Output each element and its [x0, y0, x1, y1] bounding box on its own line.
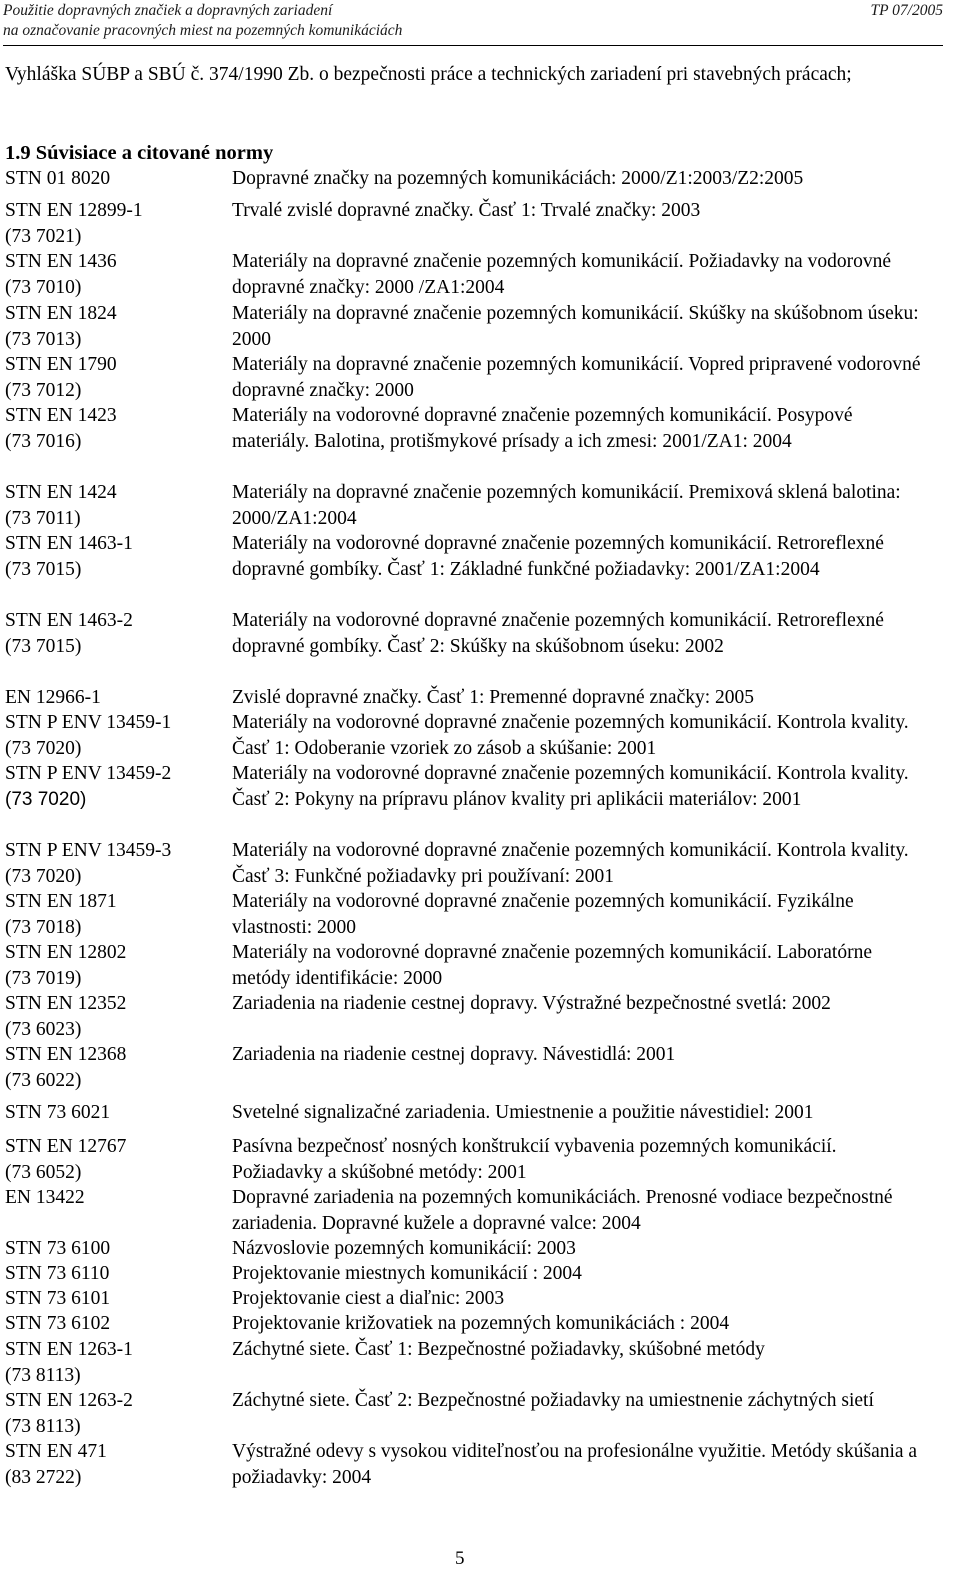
standard-description: Pasívna bezpečnosť nosných konštrukcií vybavenia pozemných komunikácií. Požiadavky a skúšobné metódy: 2001 — [232, 1136, 837, 1183]
standard-description: Materiály na dopravné značenie pozemných komunikácií. Premixová sklená balotina: 2000/ZA1:2004 — [232, 482, 901, 529]
standard-code: STN EN 12767 (73 6052) — [5, 1136, 127, 1183]
standard-description: Svetelné signalizačné zariadenia. Umiestnenie a použitie návestidiel: 2001 — [232, 1102, 814, 1123]
standard-description: Materiály na vodorovné dopravné značenie pozemných komunikácií. Fyzikálne vlastnosti: 2000 — [232, 891, 854, 938]
standard-description: Projektovanie ciest a diaľnic: 2003 — [232, 1288, 505, 1309]
standard-description: Materiály na dopravné značenie pozemných komunikácií. Skúšky na skúšobnom úseku: 2000 — [232, 303, 919, 350]
header-document-code: TP 07/2005 — [870, 2, 943, 19]
standard-description: Materiály na dopravné značenie pozemných komunikácií. Požiadavky na vodorovné dopravné značky: 2000 /ZA1:2004 — [232, 251, 891, 298]
standard-code: STN EN 1423 (73 7016) — [5, 405, 117, 452]
standard-description: Zvislé dopravné značky. Časť 1: Premenné dopravné značky: 2005 — [232, 687, 755, 708]
standard-description: Záchytné siete. Časť 2: Bezpečnostné požiadavky na umiestnenie záchytných sietí — [232, 1390, 874, 1411]
standard-description: Materiály na dopravné značenie pozemných komunikácií. Vopred pripravené vodorovné dopravné značky: 2000 — [232, 354, 921, 401]
standard-code: STN P ENV 13459-1 (73 7020) — [5, 712, 172, 759]
standard-code: STN EN 1790 (73 7012) — [5, 354, 117, 401]
page-number: 5 — [455, 1548, 465, 1569]
standard-description: Dopravné značky na pozemných komunikáciách: 2000/Z1:2003/Z2:2005 — [232, 168, 804, 189]
standard-description: Materiály na vodorovné dopravné značenie pozemných komunikácií. Kontrola kvality. Časť 1: Odoberanie vzoriek zo zásob a skúšanie: 2001 — [232, 712, 909, 759]
intro-paragraph: Vyhláška SÚBP a SBÚ č. 374/1990 Zb. o bezpečnosti práce a technických zariadení pri stavebných prácach; — [5, 64, 852, 85]
standard-code: STN EN 1436 (73 7010) — [5, 251, 117, 298]
standard-code: STN 73 6021 — [5, 1102, 111, 1123]
standard-code: STN EN 1263-1 (73 8113) — [5, 1339, 133, 1386]
standard-description: Materiály na vodorovné dopravné značenie pozemných komunikácií. Retroreflexné dopravné gombíky. Časť 1: Základné funkčné požiadavky: 2001/ZA1:2004 — [232, 533, 884, 580]
standard-code: STN EN 12368 (73 6022) — [5, 1044, 127, 1091]
standard-code: EN 12966-1 — [5, 687, 101, 708]
standard-description: Materiály na vodorovné dopravné značenie pozemných komunikácií. Posypové materiály. Balotina, protišmykové prísady a ich zmesi: 2001/ZA1: 2004 — [232, 405, 853, 452]
standard-description: Názvoslovie pozemných komunikácií: 2003 — [232, 1238, 576, 1259]
standard-code: STN EN 1871 (73 7018) — [5, 891, 117, 938]
standard-code: STN P ENV 13459-2 (73 7020) — [5, 763, 172, 810]
standard-description: Zariadenia na riadenie cestnej dopravy. Návestidlá: 2001 — [232, 1044, 676, 1065]
standard-description: Zariadenia na riadenie cestnej dopravy. Výstražné bezpečnostné svetlá: 2002 — [232, 993, 831, 1014]
standard-description: Záchytné siete. Časť 1: Bezpečnostné požiadavky, skúšobné metódy — [232, 1339, 765, 1360]
standard-code: STN 73 6100 — [5, 1238, 111, 1259]
standard-description: Projektovanie miestnych komunikácií : 2004 — [232, 1263, 582, 1284]
header-title-line2: na označovanie pracovných miest na pozemných komunikáciách — [3, 22, 403, 39]
standard-code: STN P ENV 13459-3 (73 7020) — [5, 840, 172, 887]
standard-description: Materiály na vodorovné dopravné značenie pozemných komunikácií. Kontrola kvality. Časť 3: Funkčné požiadavky pri používaní: 2001 — [232, 840, 909, 887]
standard-description: Materiály na vodorovné dopravné značenie pozemných komunikácií. Retroreflexné dopravné gombíky. Časť 2: Skúšky na skúšobnom úseku: 2002 — [232, 610, 884, 657]
standard-code: STN EN 12802 (73 7019) — [5, 942, 127, 989]
header-divider — [3, 45, 943, 46]
standard-code: EN 13422 — [5, 1187, 85, 1208]
standard-description: Výstražné odevy s vysokou viditeľnosťou na profesionálne využitie. Metódy skúšania a požiadavky: 2004 — [232, 1441, 918, 1488]
standard-code: STN EN 1424 (73 7011) — [5, 482, 117, 529]
header-title-line1: Použitie dopravných značiek a dopravných zariadení — [3, 2, 333, 19]
standard-description: Materiály na vodorovné dopravné značenie pozemných komunikácií. Laboratórne metódy identifikácie: 2000 — [232, 942, 872, 989]
standard-code: STN EN 12352 (73 6023) — [5, 993, 127, 1040]
standard-code: STN 73 6101 — [5, 1288, 111, 1309]
standard-description: Materiály na vodorovné dopravné značenie pozemných komunikácií. Kontrola kvality. Časť 2: Pokyny na prípravu plánov kvality pri aplikácii materiálov: 2001 — [232, 763, 909, 810]
standard-code: STN EN 12899-1 (73 7021) — [5, 200, 143, 247]
standard-code: STN EN 1463-2 (73 7015) — [5, 610, 133, 657]
standard-description: Projektovanie križovatiek na pozemných komunikáciách : 2004 — [232, 1313, 730, 1334]
standard-description: Dopravné zariadenia na pozemných komunikáciách. Prenosné vodiace bezpečnostné zariadenia. Dopravné kužele a dopravné valce: 2004 — [232, 1187, 893, 1234]
standard-code: STN EN 1824 (73 7013) — [5, 303, 117, 350]
standard-code: STN EN 471 (83 2722) — [5, 1441, 107, 1488]
standard-code: STN 01 8020 — [5, 168, 111, 189]
section-heading: 1.9 Súvisiace a citované normy — [5, 142, 274, 164]
standard-code: STN 73 6110 — [5, 1263, 110, 1284]
standard-code: STN EN 1263-2 (73 8113) — [5, 1390, 133, 1437]
standard-code: STN EN 1463-1 (73 7015) — [5, 533, 133, 580]
standard-description: Trvalé zvislé dopravné značky. Časť 1: Trvalé značky: 2003 — [232, 200, 701, 221]
standard-code: STN 73 6102 — [5, 1313, 111, 1334]
